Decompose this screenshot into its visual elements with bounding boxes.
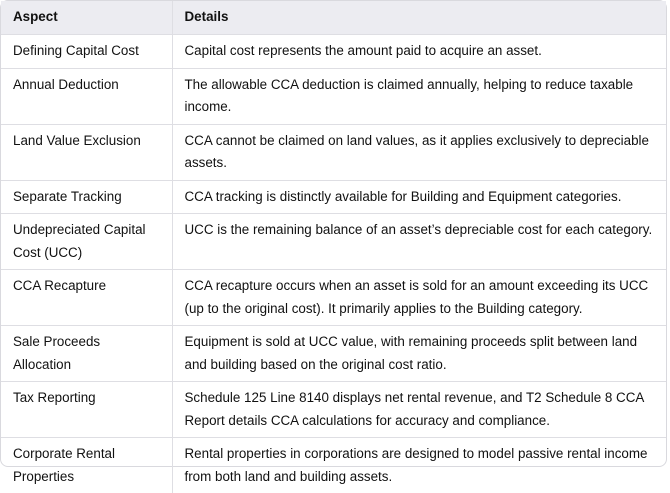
details-cell: CCA cannot be claimed on land values, as it applies exclusively to depreciable assets. <box>172 124 666 180</box>
aspect-cell: Defining Capital Cost <box>1 35 172 69</box>
header-aspect: Aspect <box>1 1 172 35</box>
details-cell: CCA tracking is distinctly available for Building and Equipment categories. <box>172 180 666 214</box>
aspect-cell: Sale Proceeds Allocation <box>1 326 172 382</box>
details-cell: The allowable CCA deduction is claimed annually, helping to reduce taxable income. <box>172 68 666 124</box>
details-cell: CCA recapture occurs when an asset is sold for an amount exceeding its UCC (up to the original cost). It primarily applies to the Building category. <box>172 270 666 326</box>
table-header-row <box>1 1 666 35</box>
details-cell: Rental properties in corporations are designed to model passive rental income from both land and building assets. <box>172 438 666 493</box>
table-row <box>1 68 666 124</box>
table-row <box>1 438 666 493</box>
aspect-cell: CCA Recapture <box>1 270 172 326</box>
details-cell: UCC is the remaining balance of an asset’s depreciable cost for each category. <box>172 214 666 270</box>
aspect-cell: Separate Tracking <box>1 180 172 214</box>
aspect-cell: Land Value Exclusion <box>1 124 172 180</box>
table-row <box>1 214 666 270</box>
table-row <box>1 124 666 180</box>
table-row <box>1 35 666 69</box>
details-cell: Equipment is sold at UCC value, with remaining proceeds split between land and building based on the original cost ratio. <box>172 326 666 382</box>
aspect-cell: Tax Reporting <box>1 382 172 438</box>
table-row <box>1 270 666 326</box>
table-row <box>1 382 666 438</box>
cca-table <box>1 1 666 493</box>
details-cell: Schedule 125 Line 8140 displays net rental revenue, and T2 Schedule 8 CCA Report details CCA calculations for accuracy and compliance. <box>172 382 666 438</box>
aspect-cell: Corporate Rental Properties <box>1 438 172 493</box>
table-row <box>1 180 666 214</box>
aspect-cell: Annual Deduction <box>1 68 172 124</box>
details-cell: Capital cost represents the amount paid to acquire an asset. <box>172 35 666 69</box>
table-row <box>1 326 666 382</box>
aspect-cell: Undepreciated Capital Cost (UCC) <box>1 214 172 270</box>
header-details: Details <box>172 1 666 35</box>
